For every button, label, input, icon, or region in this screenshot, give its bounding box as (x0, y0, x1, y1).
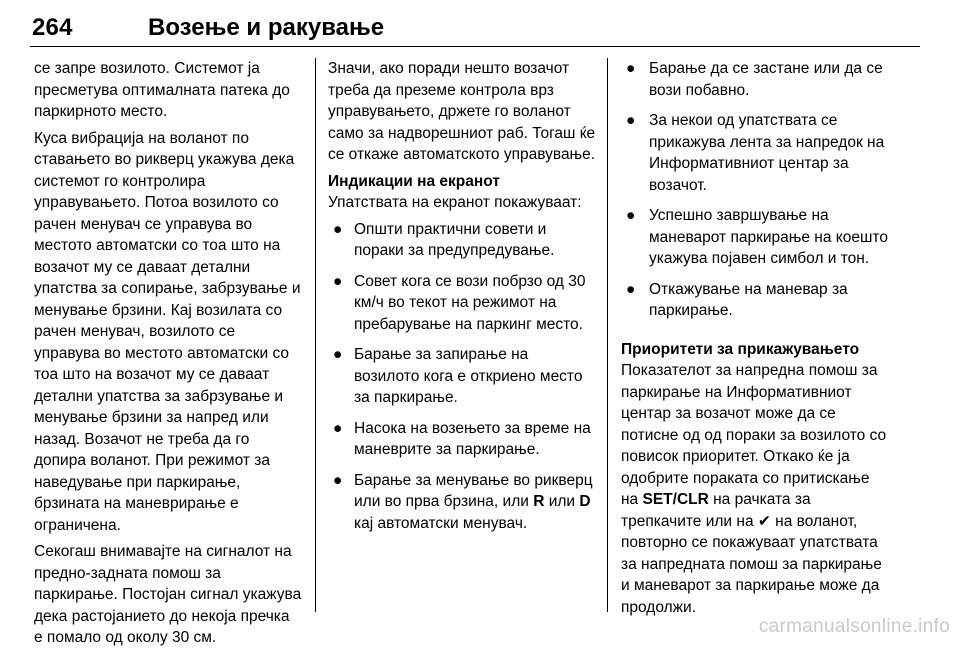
list-item: ● Успешно завршување на маневарот паркирање на коешто укажува појавен симбол и тон. (626, 207, 888, 267)
watermark: carmanualsonline.info (758, 616, 950, 637)
list-item: ● За некои од упатствата се прикажува лента за напредок на Информативниот центар за возачот. (626, 112, 885, 194)
display-instructions-list (328, 219, 596, 535)
section-heading-display-indications: Индикации на екранот (328, 172, 500, 190)
list-item: ● Совет кога се вози побрзо од 30 км/ч во текот на режимот на пребарување на паркинг место. (333, 272, 586, 333)
gear-d-label: D (579, 493, 591, 510)
column-2 (328, 58, 596, 543)
list-item: ● Насока на возењето за време на маневрите за паркирање. (333, 419, 591, 458)
list-item: ● Барање да се застане или да се вози побавно. (626, 60, 883, 99)
page-number: 264 (32, 14, 73, 41)
checkmark-icon: ✔ (757, 512, 771, 530)
bullet-icon: ● (333, 419, 343, 437)
paragraph-steering-control: Куса вибрација на воланот по ставањето во рикверц укажува дека системот го контролира управувањето. Потоа возилото со рачен менувач се управува во местото автоматски со тоа што на возачот му се даваат детални упатства за сопирање, забрзување и менување брзини. Кај возилата со рачен менувач, возилото се управува во местото автоматски со тоа што на возачот му се даваат детални упатства за забрзување и менување брзини за напред или назад. Возачот не треба да го допира воланот. При режимот за наведување при паркирање, брзината на маневрирање е ограничена. (34, 129, 301, 534)
column-1 (34, 58, 302, 654)
bullet-icon: ● (626, 207, 636, 224)
paragraph-parking-signal: Секогаш внимавајте на сигналот на предно-задната помош за паркирање. Постојан сигнал укажува дека растојанието до некоја пречка е помало од околу 30 см. (34, 543, 302, 646)
section-heading-display-priorities: Приоритети за прикажувањето (621, 340, 860, 358)
paragraph-path-calculation: се запре возилото. Системот ја пресметува оптималната патека до паркирното место. (34, 60, 290, 120)
list-item: ● Барање за менување во рикверц или во прва брзина, или R или D кај автоматски менувач. (333, 471, 593, 532)
display-instructions-lead: Упатствата на екранот покажуваат: (328, 194, 582, 211)
list-item: ● Барање за запирање на возилото кога е откриено место за паркирање. (333, 346, 583, 406)
set-clr-key-label: SET/CLR (642, 491, 709, 508)
list-item: ● Општи практични совети и пораки за предупредување. (333, 220, 555, 259)
bullet-icon: ● (626, 112, 636, 129)
paragraph-driver-takeover: Значи, ако поради нешто возачот треба да преземе контрола врз управувањето, држете го воланот само за надворешниот раб. Тогаш ќе се откаже автоматското управување. (328, 60, 596, 163)
bullet-icon: ● (333, 471, 343, 489)
display-instructions-list-continued (621, 58, 889, 322)
bullet-icon: ● (333, 272, 343, 290)
list-item: ● Откажување на маневар за паркирање. (626, 280, 848, 319)
gear-r-label: R (533, 493, 545, 510)
column-divider-left (315, 58, 316, 612)
page-header (30, 10, 920, 47)
section-spacer (621, 331, 889, 339)
bullet-icon: ● (333, 346, 343, 363)
column-divider-right (607, 58, 608, 612)
paragraph-display-priorities: Показателот за напредна помош за паркирање на Информативниот центар за возачот може да се потисне од од пораки за возилото со повисок приоритет. Откако ќе ја одобрите пораката со притискање на SET/CLR на рачката за трепкачите или на ✔ на воланот, повторно се покажуваат упатствата за напредната помош за паркирање и маневарот за паркирање може да продолжи. (621, 362, 887, 616)
column-3 (621, 58, 889, 623)
bullet-icon: ● (626, 280, 636, 298)
bullet-icon: ● (333, 220, 343, 238)
bullet-icon: ● (626, 60, 636, 77)
running-title: Возење и ракување (148, 14, 385, 41)
